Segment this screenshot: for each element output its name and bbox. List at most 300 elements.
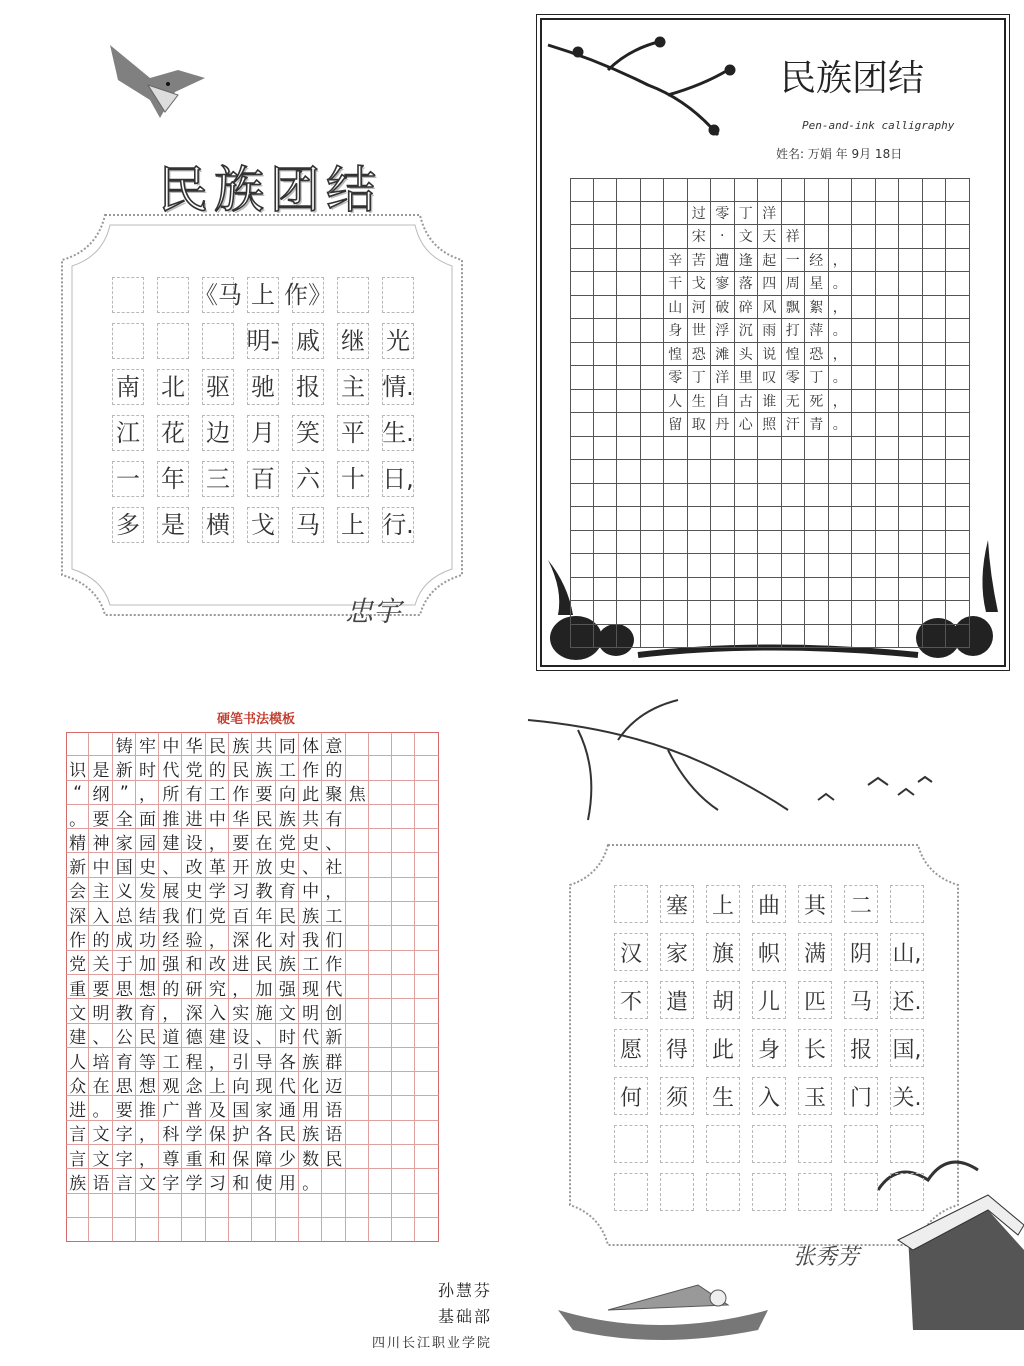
grid-cell bbox=[159, 1121, 182, 1145]
grid-cell bbox=[299, 781, 322, 805]
grid-cell bbox=[617, 484, 641, 508]
grid-cell bbox=[369, 1048, 392, 1072]
grid-cell bbox=[369, 1072, 392, 1096]
grid-cell bbox=[322, 951, 345, 975]
grid-cell: 飘 bbox=[782, 296, 806, 320]
grid-cell bbox=[206, 1048, 229, 1072]
grid-cell bbox=[322, 829, 345, 853]
grid-cell bbox=[136, 1048, 159, 1072]
grid-cell bbox=[664, 225, 688, 249]
grid-cell: 叹 bbox=[758, 366, 782, 390]
swallow-icon bbox=[110, 45, 205, 118]
grid-cell bbox=[276, 781, 299, 805]
grid-cell bbox=[229, 951, 252, 975]
panel4-row bbox=[608, 976, 930, 1024]
grid-cell bbox=[415, 781, 438, 805]
grid-cell bbox=[899, 272, 923, 296]
grid-cell bbox=[206, 951, 229, 975]
grid-cell bbox=[252, 853, 275, 877]
grid-cell bbox=[614, 1173, 648, 1211]
grid-cell: 平 bbox=[337, 415, 369, 451]
grid-cell bbox=[594, 390, 618, 414]
grid-cell bbox=[322, 1218, 345, 1242]
grid-cell: 雨 bbox=[758, 319, 782, 343]
grid-cell bbox=[206, 1145, 229, 1169]
grid-cell bbox=[946, 460, 970, 484]
grid-cell: 丹 bbox=[711, 413, 735, 437]
grid-cell bbox=[617, 296, 641, 320]
grid-cell bbox=[299, 1145, 322, 1169]
panel3-row bbox=[66, 756, 439, 780]
grid-cell: 零 bbox=[782, 366, 806, 390]
grid-cell bbox=[688, 531, 712, 555]
grid-cell: 胡 bbox=[706, 981, 740, 1019]
grid-cell bbox=[829, 460, 853, 484]
panel3-line-text: “ 纲 ” ， 所 有 工 作 要 向 此 聚 焦 bbox=[73, 782, 366, 806]
grid-cell bbox=[829, 178, 853, 202]
grid-cell bbox=[369, 1145, 392, 1169]
panel2-row bbox=[570, 460, 970, 484]
grid-cell bbox=[617, 319, 641, 343]
grid-cell bbox=[805, 460, 829, 484]
grid-cell bbox=[392, 975, 415, 999]
grid-cell bbox=[617, 202, 641, 226]
grid-cell bbox=[844, 1173, 878, 1211]
grid-cell bbox=[252, 1048, 275, 1072]
grid-cell bbox=[229, 926, 252, 950]
grid-cell: 入 bbox=[752, 1077, 786, 1115]
grid-cell: 其 bbox=[798, 885, 832, 923]
grid-cell bbox=[923, 296, 947, 320]
grid-cell bbox=[206, 1096, 229, 1120]
grid-cell bbox=[322, 1194, 345, 1218]
grid-cell bbox=[415, 999, 438, 1023]
grid-cell bbox=[899, 625, 923, 649]
grid-cell bbox=[829, 578, 853, 602]
grid-cell bbox=[299, 1194, 322, 1218]
grid-cell bbox=[89, 1218, 112, 1242]
grid-cell bbox=[570, 531, 594, 555]
grid-cell bbox=[617, 178, 641, 202]
grid-cell: 关. bbox=[890, 1077, 924, 1115]
grid-cell bbox=[89, 878, 112, 902]
grid-cell: 寥 bbox=[711, 272, 735, 296]
grid-cell bbox=[229, 1194, 252, 1218]
grid-cell bbox=[923, 601, 947, 625]
flying-birds-icon bbox=[818, 777, 932, 800]
grid-cell bbox=[899, 366, 923, 390]
grid-cell bbox=[369, 829, 392, 853]
grid-cell bbox=[852, 460, 876, 484]
grid-cell bbox=[113, 1096, 136, 1120]
grid-cell bbox=[570, 578, 594, 602]
grid-cell bbox=[113, 878, 136, 902]
panel3-line-text: 。 要 全 面 推 进 中 华 民 族 共 有 bbox=[69, 809, 343, 830]
grid-cell: 多 bbox=[112, 507, 144, 543]
grid-cell bbox=[735, 460, 759, 484]
grid-cell bbox=[89, 1096, 112, 1120]
grid-cell: 零 bbox=[664, 366, 688, 390]
grid-cell: 过 bbox=[688, 202, 712, 226]
grid-cell bbox=[136, 1024, 159, 1048]
panel1-row bbox=[105, 502, 425, 548]
grid-cell bbox=[66, 1194, 89, 1218]
panel3-line-text: 识 是 新 时 代 党 的 民 族 工 作 的 bbox=[69, 760, 343, 781]
grid-cell bbox=[182, 781, 205, 805]
grid-cell bbox=[113, 1072, 136, 1096]
grid-cell bbox=[923, 202, 947, 226]
grid-cell bbox=[735, 625, 759, 649]
grid-cell bbox=[805, 531, 829, 555]
grid-cell bbox=[805, 578, 829, 602]
grid-cell bbox=[899, 460, 923, 484]
grid-cell bbox=[946, 390, 970, 414]
grid-cell bbox=[322, 1048, 345, 1072]
grid-cell bbox=[805, 554, 829, 578]
grid-cell: 自 bbox=[711, 390, 735, 414]
grid-cell bbox=[369, 1169, 392, 1193]
grid-cell bbox=[923, 413, 947, 437]
grid-cell bbox=[641, 554, 665, 578]
grid-cell bbox=[570, 366, 594, 390]
panel2-row bbox=[570, 366, 970, 390]
grid-cell bbox=[570, 319, 594, 343]
grid-cell bbox=[735, 437, 759, 461]
panel3-line-text: 作 的 成 功 经 验 ， 深 化 对 我 们 bbox=[69, 931, 343, 952]
grid-cell bbox=[923, 484, 947, 508]
grid-cell: 须 bbox=[660, 1077, 694, 1115]
grid-cell bbox=[369, 951, 392, 975]
grid-cell bbox=[369, 732, 392, 756]
grid-cell bbox=[899, 249, 923, 273]
grid-cell: 留 bbox=[664, 413, 688, 437]
grid-cell bbox=[752, 1125, 786, 1163]
grid-cell bbox=[252, 975, 275, 999]
grid-cell bbox=[136, 1121, 159, 1145]
grid-cell bbox=[899, 225, 923, 249]
grid-cell bbox=[157, 323, 189, 359]
grid-cell: 塞 bbox=[660, 885, 694, 923]
grid-cell bbox=[641, 178, 665, 202]
grid-cell: 经 bbox=[805, 249, 829, 273]
grid-cell bbox=[890, 885, 924, 923]
grid-cell bbox=[346, 1048, 369, 1072]
grid-cell bbox=[206, 805, 229, 829]
grid-cell bbox=[252, 1194, 275, 1218]
grid-cell bbox=[876, 554, 900, 578]
grid-cell bbox=[758, 507, 782, 531]
grid-cell bbox=[66, 902, 89, 926]
grid-cell bbox=[641, 437, 665, 461]
grid-cell bbox=[276, 1218, 299, 1242]
calligraphy-panel-3 bbox=[0, 690, 512, 1366]
grid-cell bbox=[276, 1121, 299, 1145]
grid-cell bbox=[899, 578, 923, 602]
grid-cell bbox=[852, 272, 876, 296]
grid-cell bbox=[782, 460, 806, 484]
grid-cell bbox=[570, 460, 594, 484]
grid-cell bbox=[805, 507, 829, 531]
grid-cell bbox=[923, 437, 947, 461]
grid-cell bbox=[369, 756, 392, 780]
grid-cell bbox=[113, 902, 136, 926]
grid-cell: 门 bbox=[844, 1077, 878, 1115]
grid-cell: 丁 bbox=[735, 202, 759, 226]
grid-cell bbox=[735, 578, 759, 602]
grid-cell bbox=[159, 1024, 182, 1048]
panel3-row bbox=[66, 1194, 439, 1218]
grid-cell bbox=[844, 1125, 878, 1163]
panel1-row bbox=[105, 364, 425, 410]
grid-cell bbox=[899, 413, 923, 437]
grid-cell bbox=[711, 484, 735, 508]
grid-cell bbox=[946, 202, 970, 226]
grid-cell: 身 bbox=[752, 1029, 786, 1067]
grid-cell bbox=[688, 601, 712, 625]
grid-cell bbox=[711, 578, 735, 602]
grid-cell bbox=[876, 625, 900, 649]
grid-cell bbox=[252, 781, 275, 805]
grid-cell bbox=[946, 484, 970, 508]
grid-cell bbox=[617, 413, 641, 437]
grid-cell bbox=[664, 578, 688, 602]
grid-cell bbox=[299, 902, 322, 926]
grid-cell bbox=[594, 225, 618, 249]
grid-cell: 《马 bbox=[202, 277, 234, 313]
panel2-row bbox=[570, 437, 970, 461]
grid-cell: 情. bbox=[382, 369, 414, 405]
grid-cell: 一 bbox=[782, 249, 806, 273]
grid-cell bbox=[852, 366, 876, 390]
grid-cell: 落 bbox=[735, 272, 759, 296]
grid-cell bbox=[829, 484, 853, 508]
grid-cell bbox=[136, 781, 159, 805]
grid-cell bbox=[617, 531, 641, 555]
grid-cell bbox=[346, 1218, 369, 1242]
grid-cell bbox=[660, 1125, 694, 1163]
grid-cell bbox=[392, 902, 415, 926]
grid-cell: 马 bbox=[844, 981, 878, 1019]
panel3-line-text: 族 语 言 文 字 学 习 和 使 用 。 bbox=[69, 1174, 320, 1195]
grid-cell bbox=[805, 625, 829, 649]
grid-cell bbox=[711, 625, 735, 649]
grid-cell: 零 bbox=[711, 202, 735, 226]
grid-cell bbox=[923, 366, 947, 390]
grid-cell bbox=[899, 437, 923, 461]
grid-cell bbox=[946, 272, 970, 296]
panel3-line-text: 会 主 义 发 展 史 学 习 教 育 中 ， bbox=[69, 882, 343, 903]
grid-cell bbox=[346, 1121, 369, 1145]
grid-cell bbox=[392, 805, 415, 829]
grid-cell: 上 bbox=[706, 885, 740, 923]
grid-cell bbox=[664, 178, 688, 202]
grid-cell bbox=[136, 926, 159, 950]
grid-cell bbox=[322, 902, 345, 926]
grid-cell: 报 bbox=[844, 1029, 878, 1067]
grid-cell bbox=[112, 277, 144, 313]
grid-cell bbox=[89, 781, 112, 805]
grid-cell bbox=[570, 249, 594, 273]
grid-cell: 汉 bbox=[614, 933, 648, 971]
grid-cell bbox=[392, 999, 415, 1023]
grid-cell bbox=[392, 1072, 415, 1096]
grid-cell bbox=[876, 484, 900, 508]
grid-cell: 戈 bbox=[688, 272, 712, 296]
grid-cell bbox=[617, 225, 641, 249]
grid-cell bbox=[852, 554, 876, 578]
grid-cell bbox=[782, 507, 806, 531]
grid-cell: 说 bbox=[758, 343, 782, 367]
grid-cell bbox=[89, 1145, 112, 1169]
grid-cell: 戈 bbox=[247, 507, 279, 543]
grid-cell bbox=[159, 999, 182, 1023]
grid-cell: 惶 bbox=[782, 343, 806, 367]
grid-cell bbox=[66, 1145, 89, 1169]
grid-cell bbox=[206, 902, 229, 926]
grid-cell bbox=[594, 625, 618, 649]
grid-cell: 生 bbox=[688, 390, 712, 414]
grid-cell bbox=[782, 178, 806, 202]
grid-cell bbox=[415, 1169, 438, 1193]
grid-cell bbox=[276, 1145, 299, 1169]
grid-cell bbox=[711, 460, 735, 484]
grid-cell bbox=[276, 1072, 299, 1096]
grid-cell: 驱 bbox=[202, 369, 234, 405]
grid-cell bbox=[570, 625, 594, 649]
grid-cell bbox=[782, 484, 806, 508]
grid-cell bbox=[415, 1072, 438, 1096]
grid-cell bbox=[852, 625, 876, 649]
grid-cell bbox=[66, 1121, 89, 1145]
grid-cell bbox=[782, 202, 806, 226]
panel3-row bbox=[66, 999, 439, 1023]
grid-cell bbox=[946, 296, 970, 320]
grid-cell bbox=[664, 460, 688, 484]
panel3-line-text: 重 要 思 想 的 研 究 ， 加 强 现 代 bbox=[69, 979, 343, 1000]
grid-cell bbox=[758, 178, 782, 202]
grid-cell bbox=[252, 926, 275, 950]
grid-cell: 此 bbox=[706, 1029, 740, 1067]
grid-cell bbox=[252, 1218, 275, 1242]
grid-cell bbox=[276, 756, 299, 780]
grid-cell bbox=[276, 1048, 299, 1072]
grid-cell bbox=[299, 853, 322, 877]
grid-cell bbox=[136, 975, 159, 999]
grid-cell bbox=[113, 781, 136, 805]
grid-cell: 光 bbox=[382, 323, 414, 359]
grid-cell: 苦 bbox=[688, 249, 712, 273]
grid-cell: 国, bbox=[890, 1029, 924, 1067]
grid-cell bbox=[614, 1125, 648, 1163]
grid-cell bbox=[415, 732, 438, 756]
grid-cell bbox=[735, 178, 759, 202]
grid-cell bbox=[299, 1072, 322, 1096]
grid-cell bbox=[570, 484, 594, 508]
grid-cell bbox=[346, 926, 369, 950]
grid-cell bbox=[322, 1024, 345, 1048]
grid-cell bbox=[923, 225, 947, 249]
grid-cell bbox=[711, 601, 735, 625]
snowy-branch-icon bbox=[528, 700, 788, 820]
grid-cell: 人 bbox=[664, 390, 688, 414]
grid-cell: 青 bbox=[805, 413, 829, 437]
grid-cell bbox=[594, 507, 618, 531]
grid-cell bbox=[369, 878, 392, 902]
grid-cell bbox=[322, 878, 345, 902]
grid-cell bbox=[664, 484, 688, 508]
grid-cell bbox=[113, 756, 136, 780]
grid-cell bbox=[89, 1194, 112, 1218]
grid-cell bbox=[711, 437, 735, 461]
grid-cell bbox=[641, 601, 665, 625]
grid-cell bbox=[337, 277, 369, 313]
grid-cell bbox=[852, 296, 876, 320]
grid-cell bbox=[202, 323, 234, 359]
grid-cell bbox=[594, 531, 618, 555]
grid-cell bbox=[758, 437, 782, 461]
grid-cell bbox=[852, 390, 876, 414]
grid-cell bbox=[688, 578, 712, 602]
grid-cell bbox=[664, 437, 688, 461]
grid-cell bbox=[159, 732, 182, 756]
grid-cell bbox=[182, 902, 205, 926]
grid-cell bbox=[322, 781, 345, 805]
grid-cell bbox=[299, 756, 322, 780]
grid-cell bbox=[159, 975, 182, 999]
grid-cell: 遭 bbox=[711, 249, 735, 273]
grid-cell bbox=[182, 1048, 205, 1072]
panel2-row bbox=[570, 484, 970, 508]
grid-cell bbox=[415, 1194, 438, 1218]
panel3-row bbox=[66, 853, 439, 877]
grid-cell bbox=[782, 531, 806, 555]
grid-cell bbox=[876, 601, 900, 625]
grid-cell bbox=[159, 1145, 182, 1169]
grid-cell bbox=[299, 1024, 322, 1048]
grid-cell bbox=[876, 390, 900, 414]
grid-cell bbox=[617, 390, 641, 414]
grid-cell bbox=[276, 1024, 299, 1048]
grid-cell bbox=[946, 225, 970, 249]
grid-cell bbox=[299, 805, 322, 829]
grid-cell bbox=[206, 829, 229, 853]
ornament-bottom-border bbox=[638, 648, 918, 656]
grid-cell: 头 bbox=[735, 343, 759, 367]
grid-cell bbox=[805, 225, 829, 249]
grid-cell bbox=[229, 853, 252, 877]
grid-cell bbox=[136, 1072, 159, 1096]
grid-cell bbox=[923, 272, 947, 296]
grid-cell bbox=[392, 853, 415, 877]
grid-cell bbox=[570, 225, 594, 249]
panel1-signature: 忠宇 bbox=[345, 595, 402, 628]
grid-cell bbox=[276, 829, 299, 853]
grid-cell: 边 bbox=[202, 415, 234, 451]
grid-cell: 六 bbox=[292, 461, 324, 497]
grid-cell bbox=[392, 781, 415, 805]
grid-cell bbox=[159, 756, 182, 780]
grid-cell bbox=[346, 999, 369, 1023]
grid-cell bbox=[392, 1096, 415, 1120]
grid-cell: ， bbox=[829, 296, 853, 320]
grid-cell bbox=[923, 178, 947, 202]
grid-cell bbox=[392, 1145, 415, 1169]
grid-cell bbox=[617, 460, 641, 484]
grid-cell bbox=[923, 249, 947, 273]
grid-cell bbox=[876, 202, 900, 226]
grid-cell bbox=[876, 578, 900, 602]
grid-cell bbox=[570, 343, 594, 367]
